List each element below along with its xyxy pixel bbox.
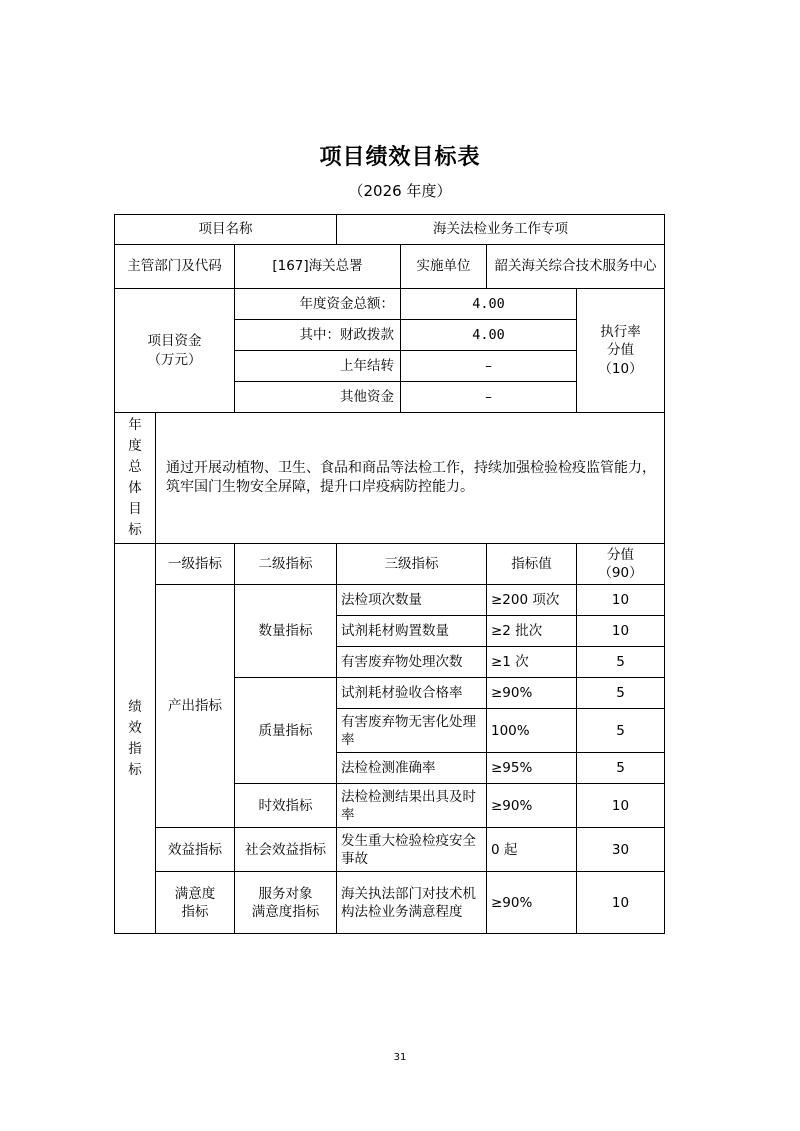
indicator-score: 10: [577, 585, 665, 616]
carryover-label: 上年结转: [235, 351, 401, 382]
annual-goal-label: 年度总体目标: [128, 417, 142, 538]
indicator-score: 5: [577, 753, 665, 784]
annual-goal-label-cell: [115, 413, 156, 544]
department-label: 主管部门及代码: [115, 245, 235, 289]
annual-goal-row: [115, 413, 665, 544]
header-level1: 一级指标: [156, 544, 235, 585]
quantity-indicator-label: 数量指标: [235, 585, 337, 678]
satisfaction-indicator-label: 满意度 指标: [156, 872, 235, 934]
indicator-name: 试剂耗材购置数量: [337, 616, 487, 647]
funds-label: 项目资金 （万元）: [115, 289, 235, 413]
indicator-name: 海关执法部门对技术机构法检业务满意程度: [337, 872, 487, 934]
annual-total-value: 4.00: [401, 289, 577, 320]
indicator-value: ≥90%: [487, 678, 577, 709]
indicator-score: 10: [577, 872, 665, 934]
benefit-indicator-label: 效益指标: [156, 828, 235, 872]
implementer-value: 韶关海关综合技术服务中心: [487, 245, 665, 289]
indicator-name: 试剂耗材验收合格率: [337, 678, 487, 709]
execution-rate-score: 执行率 分值 （10）: [577, 289, 665, 413]
header-score: 分值 （90）: [577, 544, 665, 585]
table-row: [115, 828, 665, 872]
indicator-name: 有害废弃物无害化处理率: [337, 709, 487, 753]
header-value: 指标值: [487, 544, 577, 585]
project-name-row: [115, 215, 665, 245]
indicator-value: ≥90%: [487, 784, 577, 828]
other-funds-label: 其他资金: [235, 382, 401, 413]
indicator-value: 0 起: [487, 828, 577, 872]
indicator-score: 5: [577, 678, 665, 709]
performance-table: [114, 214, 665, 934]
implementer-label: 实施单位: [401, 245, 487, 289]
fiscal-value: 4.00: [401, 320, 577, 351]
project-name-label: 项目名称: [115, 215, 337, 245]
fiscal-label: 其中：财政拨款: [235, 320, 401, 351]
other-funds-value: –: [401, 382, 577, 413]
annual-total-label: 年度资金总额：: [235, 289, 401, 320]
indicator-value: ≥1 次: [487, 647, 577, 678]
indicator-score: 5: [577, 647, 665, 678]
indicator-value: ≥90%: [487, 872, 577, 934]
funds-row-total: [115, 289, 665, 320]
indicator-value: ≥2 批次: [487, 616, 577, 647]
department-row: [115, 245, 665, 289]
page-subtitle: （2026 年度）: [348, 182, 452, 200]
department-value: [167]海关总署: [235, 245, 401, 289]
page-number: 31: [393, 1052, 407, 1063]
service-satisfaction-label: 服务对象 满意度指标: [235, 872, 337, 934]
indicator-score: 10: [577, 616, 665, 647]
indicator-section-cell: [115, 544, 156, 934]
header-level2: 二级指标: [235, 544, 337, 585]
header-level3: 三级指标: [337, 544, 487, 585]
indicator-section-label: 绩效指标: [128, 698, 142, 778]
indicator-name: 发生重大检验检疫安全事故: [337, 828, 487, 872]
page-title: 项目绩效目标表: [319, 145, 481, 170]
indicator-value: ≥200 项次: [487, 585, 577, 616]
annual-goal-text: 通过开展动植物、卫生、食品和商品等法检工作，持续加强检验检疫监管能力，筑牢国门生物安全屏障，提升口岸疫病防控能力。: [156, 413, 665, 544]
quality-indicator-label: 质量指标: [235, 678, 337, 784]
social-benefit-label: 社会效益指标: [235, 828, 337, 872]
indicator-name: 法检检测结果出具及时率: [337, 784, 487, 828]
project-name-value: 海关法检业务工作专项: [337, 215, 665, 245]
indicator-name: 有害废弃物处理次数: [337, 647, 487, 678]
indicator-score: 30: [577, 828, 665, 872]
indicator-score: 10: [577, 784, 665, 828]
carryover-value: –: [401, 351, 577, 382]
table-row: [115, 872, 665, 934]
indicator-value: ≥95%: [487, 753, 577, 784]
indicator-header-row: [115, 544, 665, 585]
table-row: [115, 585, 665, 616]
indicator-value: 100%: [487, 709, 577, 753]
indicator-name: 法检检测准确率: [337, 753, 487, 784]
indicator-name: 法检项次数量: [337, 585, 487, 616]
timeliness-indicator-label: 时效指标: [235, 784, 337, 828]
indicator-score: 5: [577, 709, 665, 753]
output-indicator-label: 产出指标: [156, 585, 235, 828]
